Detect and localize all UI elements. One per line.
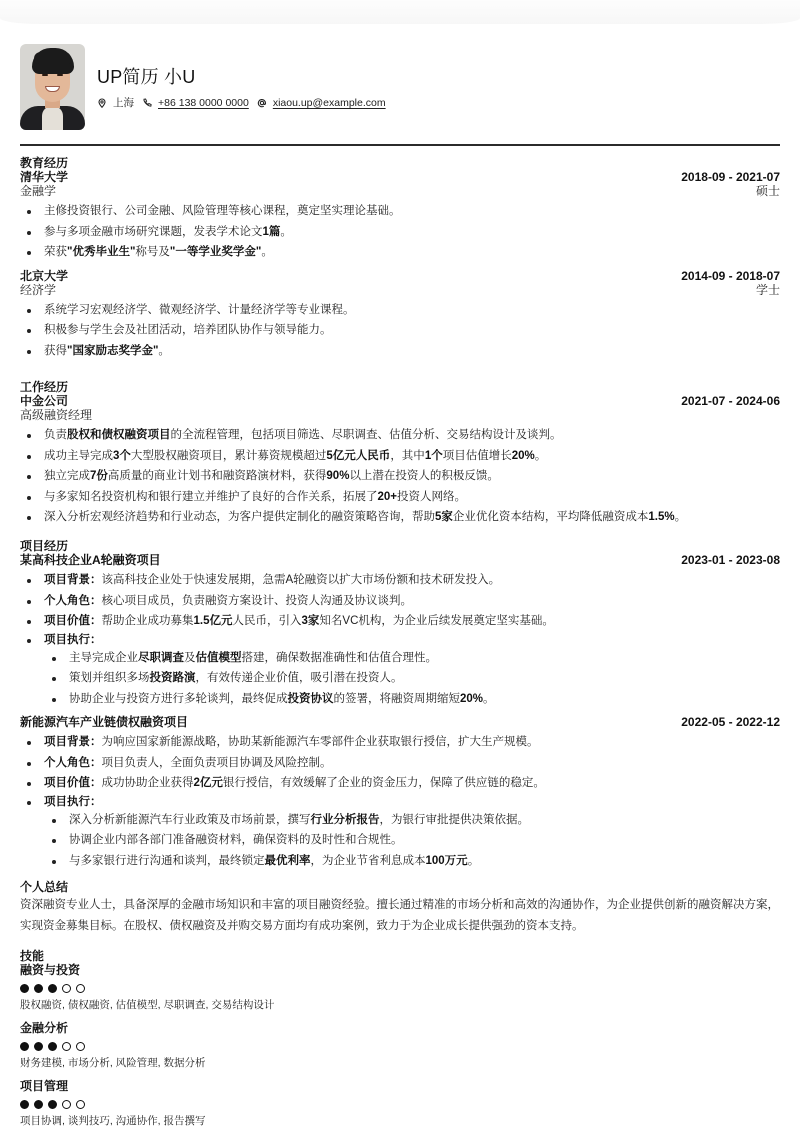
execution-label: 项目执行： bbox=[44, 633, 102, 646]
email-link[interactable]: xiaou.up@example.com bbox=[272, 97, 386, 109]
summary-section bbox=[20, 880, 780, 936]
avatar bbox=[20, 44, 85, 130]
skill-tags: 项目协调, 谈判技巧, 沟通协作, 报告撰写 bbox=[20, 1115, 206, 1127]
work-entry bbox=[20, 394, 780, 528]
list-item: 主修投资银行、公司金融、风险管理等核心课程，奠定坚实理论基础。 bbox=[20, 201, 780, 222]
top-bar bbox=[0, 0, 800, 24]
empty-dot-icon bbox=[76, 1042, 85, 1051]
section-title: 项目经历 bbox=[20, 539, 69, 553]
degree: 硕士 bbox=[755, 184, 780, 198]
skill-name: 项目管理 bbox=[20, 1079, 69, 1093]
skill-tags: 财务建模, 市场分析, 风险管理, 数据分析 bbox=[20, 1057, 206, 1069]
at-icon bbox=[257, 98, 267, 108]
list-item: 与多家银行进行沟通和谈判，最终锁定最优利率，为企业节省利息成本100万元。 bbox=[44, 851, 780, 872]
project-name: 新能源汽车产业链债权融资项目 bbox=[20, 715, 189, 729]
skill-group bbox=[20, 1079, 780, 1128]
bullet-list bbox=[20, 425, 780, 528]
list-item: 成功主导完成3个大型股权融资项目，累计募资规模超过5亿元人民币，其中1个项目估值增长20%。 bbox=[20, 446, 780, 467]
period: 2018-09 - 2021-07 bbox=[681, 170, 780, 184]
candidate-name: UP简历 小U bbox=[97, 67, 196, 87]
sub-bullet-list bbox=[44, 810, 780, 872]
list-item-execution bbox=[20, 632, 780, 710]
filled-dot-icon bbox=[34, 1100, 43, 1109]
bullet-list bbox=[20, 732, 780, 871]
project-name: 某高科技企业A轮融资项目 bbox=[20, 553, 161, 567]
school-name: 北京大学 bbox=[20, 268, 69, 283]
location-text: 上海 bbox=[113, 97, 134, 109]
skill-level-rating bbox=[20, 1042, 780, 1052]
empty-dot-icon bbox=[76, 1100, 85, 1109]
execution-label: 项目执行： bbox=[44, 795, 102, 808]
skill-group bbox=[20, 1021, 780, 1070]
school-name: 清华大学 bbox=[20, 170, 69, 184]
period: 2023-01 - 2023-08 bbox=[681, 553, 780, 567]
skill-name: 金融分析 bbox=[20, 1021, 69, 1035]
resume-page bbox=[20, 44, 780, 1127]
list-item: 项目价值：成功协助企业获得2亿元银行授信，有效缓解了企业的资金压力，保障了供应链的稳定。 bbox=[20, 773, 780, 794]
project-entry bbox=[20, 715, 780, 871]
location bbox=[97, 96, 134, 110]
list-item: 协调企业内部各部门准备融资材料，确保资料的及时性和合规性。 bbox=[44, 830, 780, 851]
list-item: 系统学习宏观经济学、微观经济学、计量经济学等专业课程。 bbox=[20, 300, 780, 321]
phone-link[interactable]: +86 138 0000 0000 bbox=[158, 97, 249, 109]
email bbox=[257, 96, 386, 110]
degree: 学士 bbox=[755, 282, 780, 297]
filled-dot-icon bbox=[34, 1042, 43, 1051]
section-title: 技能 bbox=[20, 949, 45, 963]
skills-section bbox=[20, 949, 780, 1128]
period: 2022-05 - 2022-12 bbox=[681, 715, 780, 729]
period: 2014-09 - 2018-07 bbox=[681, 268, 780, 283]
filled-dot-icon bbox=[48, 984, 57, 993]
skill-tags: 股权融资, 债权融资, 估值模型, 尽职调查, 交易结构设计 bbox=[20, 999, 275, 1011]
list-item: 个人角色：核心项目成员，负责融资方案设计、投资人沟通及协议谈判。 bbox=[20, 591, 780, 612]
projects-section bbox=[20, 539, 780, 871]
education-section bbox=[20, 156, 780, 361]
empty-dot-icon bbox=[62, 1100, 71, 1109]
list-item: 获得"国家励志奖学金"。 bbox=[20, 341, 780, 362]
location-pin-icon bbox=[97, 98, 107, 108]
resume-header bbox=[20, 44, 780, 130]
bullet-list bbox=[20, 201, 780, 263]
section-title: 个人总结 bbox=[20, 880, 69, 894]
period: 2021-07 - 2024-06 bbox=[681, 394, 780, 408]
list-item: 荣获"优秀毕业生"称号及"一等学业奖学金"。 bbox=[20, 242, 780, 263]
skill-level-rating bbox=[20, 1100, 780, 1110]
major: 经济学 bbox=[20, 282, 57, 297]
education-entry bbox=[20, 170, 780, 263]
list-item: 与多家知名投资机构和银行建立并维护了良好的合作关系，拓展了20+投资人网络。 bbox=[20, 487, 780, 508]
bullet-list bbox=[20, 300, 780, 362]
list-item: 主导完成企业尽职调查及估值模型搭建，确保数据准确性和估值合理性。 bbox=[44, 648, 780, 669]
list-item: 项目背景：该高科技企业处于快速发展期，急需A轮融资以扩大市场份额和技术研发投入。 bbox=[20, 570, 780, 591]
filled-dot-icon bbox=[48, 1042, 57, 1051]
education-entry bbox=[20, 269, 780, 362]
phone bbox=[142, 96, 249, 110]
empty-dot-icon bbox=[76, 984, 85, 993]
summary-text: 资深融资专业人士，具备深厚的金融市场知识和丰富的项目融资经验。擅长通过精准的市场分析和高效的沟通协作，为企业提供创新的融资解决方案，实现资金募集目标。在股权、债权融资及并购交易方面均有成功案例，致力于为企业成长提供强劲的资本支持。 bbox=[20, 899, 779, 932]
list-item: 个人角色：项目负责人，全面负责项目协调及风险控制。 bbox=[20, 753, 780, 774]
list-item: 项目价值：帮助企业成功募集1.5亿元人民币，引入3家知名VC机构，为企业后续发展奠定坚实基础。 bbox=[20, 611, 780, 632]
list-item: 参与多项金融市场研究课题，发表学术论文1篇。 bbox=[20, 222, 780, 243]
list-item: 负责股权和债权融资项目的全流程管理，包括项目筛选、尽职调查、估值分析、交易结构设计及谈判。 bbox=[20, 425, 780, 446]
list-item: 协助企业与投资方进行多轮谈判，最终促成投资协议的签署，将融资周期缩短20%。 bbox=[44, 689, 780, 710]
skill-level-rating bbox=[20, 984, 780, 994]
empty-dot-icon bbox=[62, 1042, 71, 1051]
list-item: 项目背景：为响应国家新能源战略，协助某新能源汽车零部件企业获取银行授信，扩大生产规模。 bbox=[20, 732, 780, 753]
filled-dot-icon bbox=[20, 984, 29, 993]
job-title: 高级融资经理 bbox=[20, 408, 93, 422]
phone-icon bbox=[142, 98, 152, 108]
sub-bullet-list bbox=[44, 648, 780, 710]
major: 金融学 bbox=[20, 184, 57, 198]
header-divider bbox=[20, 144, 780, 146]
filled-dot-icon bbox=[48, 1100, 57, 1109]
empty-dot-icon bbox=[62, 984, 71, 993]
filled-dot-icon bbox=[20, 1100, 29, 1109]
work-section bbox=[20, 380, 780, 528]
section-title: 工作经历 bbox=[20, 380, 69, 394]
project-entry bbox=[20, 553, 780, 709]
filled-dot-icon bbox=[20, 1042, 29, 1051]
skill-name: 融资与投资 bbox=[20, 963, 81, 977]
skill-group bbox=[20, 963, 780, 1012]
list-item: 深入分析新能源汽车行业政策及市场前景，撰写行业分析报告，为银行审批提供决策依据。 bbox=[44, 810, 780, 831]
company-name: 中金公司 bbox=[20, 394, 69, 408]
list-item: 深入分析宏观经济趋势和行业动态，为客户提供定制化的融资策略咨询，帮助5家企业优化资本结构，平均降低融资成本1.5%。 bbox=[20, 507, 780, 528]
list-item-execution bbox=[20, 794, 780, 872]
bullet-list bbox=[20, 570, 780, 709]
contact-info bbox=[97, 96, 394, 110]
filled-dot-icon bbox=[34, 984, 43, 993]
list-item: 策划并组织多场投资路演，有效传递企业价值，吸引潜在投资人。 bbox=[44, 668, 780, 689]
list-item: 独立完成7份高质量的商业计划书和融资路演材料，获得90%以上潜在投资人的积极反馈。 bbox=[20, 466, 780, 487]
section-title: 教育经历 bbox=[20, 156, 69, 170]
list-item: 积极参与学生会及社团活动，培养团队协作与领导能力。 bbox=[20, 320, 780, 341]
